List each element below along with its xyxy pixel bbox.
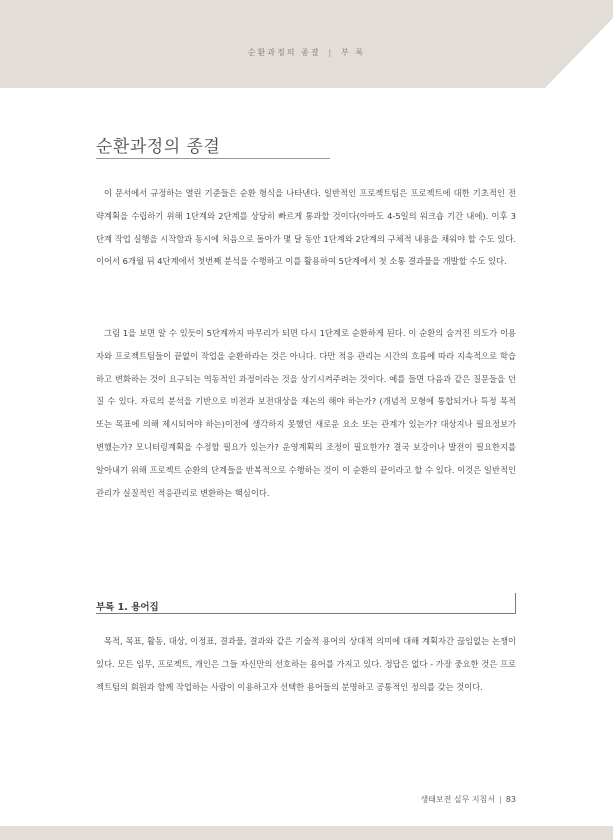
- page-title: 순환과정의 종결: [96, 137, 221, 157]
- body-paragraph-1: 이 문서에서 규정하는 열린 기준들은 순환 형식을 나타낸다. 일반적인 프로젝트팀은 프로젝트에 대한 기초적인 전략계획을 수립하기 위해 1단계와 2단계를 상당히 빠르게 통과할 것이다(아마도 4-5일의 워크숍 기간 내에). 이후 3단계 작업 실행을 시작함과 동시에 처음으로 돌아가 몇 달 동안 1단계와 2단계의 구체적 내용을 채워야 할 수도 있다. 이어서 6개월 뒤 4단계에서 첫번째 분석을 수행하고 이를 활용하여 5단계에서 첫 소통 결과물을 개발할 수도 있다.: [96, 188, 516, 267]
- footer-book-title: 생태보전 실무 지침서: [420, 795, 496, 804]
- header-band: [0, 0, 613, 88]
- bottom-band: [0, 826, 613, 840]
- appendix-heading: [96, 597, 516, 614]
- appendix-paragraph: 목적, 목표, 활동, 대상, 이정표, 결과물, 결과와 같은 기술적 용어의 상대적 의미에 대해 계획자간 끊임없는 논쟁이 있다. 모든 임무, 프로젝트, 개인은 그들 자신만의 선호하는 용어를 가지고 있다. 정답은 없다 - 가장 중요한 것은 프로젝트팀의 회원과 함께 작업하는 사람이 이용하고자 선택한 용어들의 분명하고 공통적인 정의를 갖는 것이다.: [96, 636, 516, 692]
- page-footer: [420, 794, 516, 805]
- page-number: 83: [505, 795, 516, 804]
- running-head-section: 부 록: [341, 48, 366, 57]
- running-head: [0, 47, 613, 58]
- appendix-heading-text: 부록 1. 용어집: [96, 602, 159, 613]
- running-head-chapter: 순환과정의 종결: [247, 48, 321, 57]
- title-underline: [96, 158, 330, 159]
- running-head-separator: |: [328, 48, 334, 57]
- appendix-heading-rule: [96, 613, 516, 614]
- footer-separator: |: [499, 795, 502, 804]
- appendix-heading-corner: [515, 593, 516, 614]
- header-band-shape: [0, 0, 613, 88]
- body-paragraph-2: 그림 1을 보면 알 수 있듯이 5단계까지 마무리가 되면 다시 1단계로 순환하게 된다. 이 순환의 숨겨진 의도가 이용자와 프로젝트팀들이 끝없이 작업을 순환하라는 것은 아니다. 다만 적응 관리는 시간의 흐름에 따라 지속적으로 학습하고 변화하는 것이 요구되는 역동적인 과정이라는 것을 상기시켜주려는 것이다. 예를 들면 다음과 같은 질문들을 던질 수 있다. 자료의 분석을 기반으로 비전과 보전대상을 재논의 해야 하는가? (개념적 모형에 통합되거나 특정 목적 또는 목표에 의해 제시되어야 하는)이전에 생각하지 못했던 새로운 요소 또는 관계가 있는가? 대상지나 필요정보가 변했는가? 모니터링계획을 수정할 필요가 있는가? 운영계획의 조정이 필요한가? 결국 보강이나 발전이 필요한지를 알아내기 위해 프로젝트 순환의 단계들을 반복적으로 수행하는 것이 이 순환의 끝이라고 할 수 있다. 이것은 일반적인 관리가 실질적인 적응관리로 변환하는 핵심이다.: [96, 328, 516, 498]
